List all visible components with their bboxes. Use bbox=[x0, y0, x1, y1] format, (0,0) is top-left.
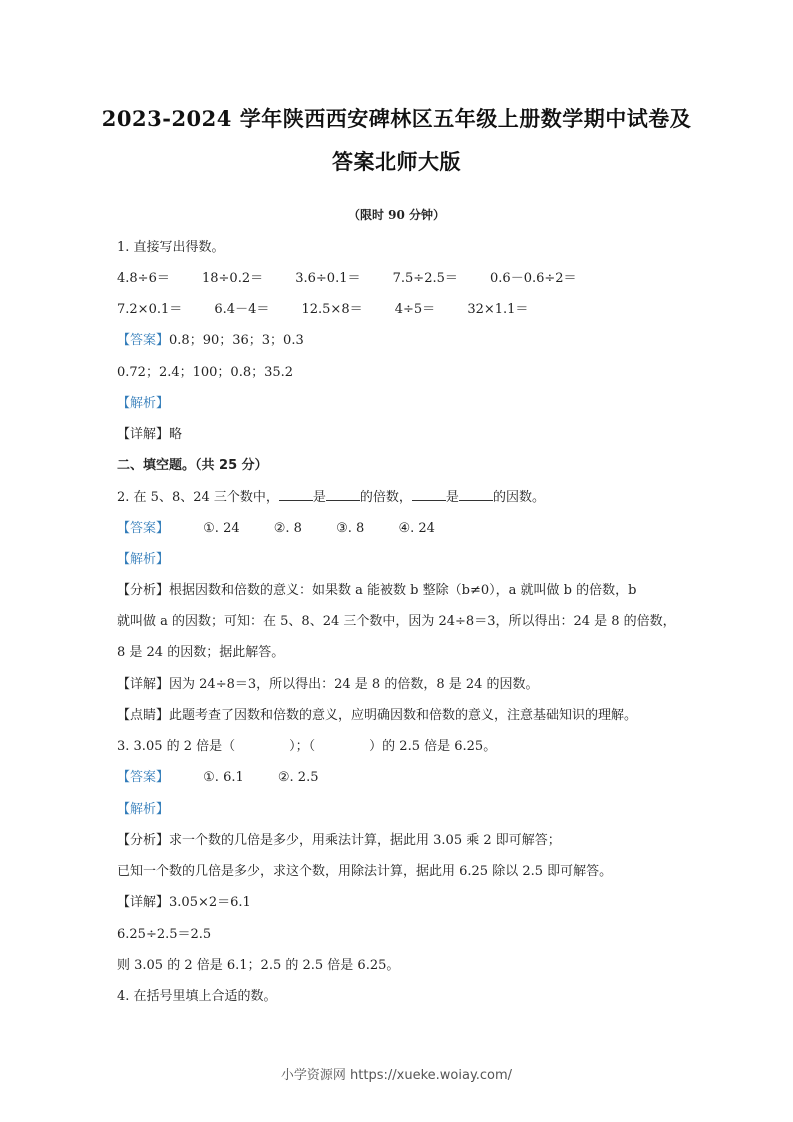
q2-stem-text: 2. 在 5、8、24 三个数中， bbox=[117, 490, 279, 505]
answer-blank bbox=[279, 488, 313, 501]
q2-analysis bbox=[117, 551, 169, 569]
explain-text: 求一个数的几倍是多少，用乘法计算，据此用 3.05 乘 2 即可解答； bbox=[169, 833, 561, 848]
answer-text: 0.8；90；36；3；0.3 bbox=[169, 333, 304, 348]
comment-text: 此题考查了因数和倍数的意义，应明确因数和倍数的意义，注意基础知识的理解。 bbox=[169, 708, 638, 723]
q1-detail bbox=[117, 426, 182, 444]
answer-label: 【答案】 bbox=[117, 333, 170, 348]
q2-stem-text: 是 bbox=[445, 490, 459, 505]
explain-label: 【分析】 bbox=[117, 833, 170, 848]
answer-blank bbox=[326, 488, 360, 501]
document-title-line1: 2023-2024 学年陕西西安碑林区五年级上册数学期中试卷及 bbox=[101, 106, 692, 131]
q1-item: 18÷0.2＝ bbox=[201, 271, 264, 286]
q3-explain-line1 bbox=[117, 832, 561, 850]
time-limit: （限时 90 分钟） bbox=[347, 208, 446, 222]
q2-stem bbox=[117, 488, 545, 507]
answer-item: ①. 24 bbox=[203, 521, 240, 536]
analysis-label: 【解析】 bbox=[117, 396, 170, 411]
q2-explain-line1 bbox=[117, 582, 636, 600]
answer-label: 【答案】 bbox=[117, 770, 170, 785]
q1-item: 4÷5＝ bbox=[394, 302, 436, 317]
q3-stem bbox=[117, 738, 496, 756]
document-title-line2: 答案北师大版 bbox=[332, 149, 461, 174]
q1-item: 6.4－4＝ bbox=[214, 302, 270, 317]
q3-stem-text: ）；（ bbox=[289, 739, 316, 754]
q1-item: 32×1.1＝ bbox=[467, 302, 529, 317]
q3-detail-line2: 6.25÷2.5＝2.5 bbox=[117, 927, 212, 942]
detail-text: 因为 24÷8＝3，所以得出：24 是 8 的倍数，8 是 24 的因数。 bbox=[169, 677, 539, 692]
detail-label: 【详解】 bbox=[117, 677, 170, 692]
q1-item: 0.6－0.6÷2＝ bbox=[490, 271, 577, 286]
q4-stem: 4. 在括号里填上合适的数。 bbox=[117, 989, 277, 1004]
q3-detail-line3: 则 3.05 的 2 倍是 6.1；2.5 的 2.5 倍是 6.25。 bbox=[117, 958, 400, 973]
q1-item: 4.8÷6＝ bbox=[117, 271, 170, 286]
answer-blank bbox=[412, 488, 446, 501]
analysis-label: 【解析】 bbox=[117, 552, 170, 567]
q2-stem-text: 的倍数， bbox=[359, 490, 412, 505]
explain-label: 【分析】 bbox=[117, 583, 170, 598]
detail-text: 3.05×2＝6.1 bbox=[169, 895, 251, 910]
q1-answer-line2: 0.72；2.4；100；0.8；35.2 bbox=[117, 365, 294, 380]
q3-detail bbox=[117, 894, 251, 912]
q3-analysis bbox=[117, 801, 169, 819]
comment-label: 【点睛】 bbox=[117, 708, 170, 723]
section-heading: 二、填空题。（共 25 分） bbox=[117, 458, 268, 473]
detail-label: 【详解】 bbox=[117, 895, 170, 910]
q3-answer bbox=[117, 769, 318, 787]
q1-row1 bbox=[117, 270, 577, 288]
answer-item: ①. 6.1 bbox=[203, 770, 244, 785]
q1-row2 bbox=[117, 301, 528, 319]
q2-stem-text: 的因数。 bbox=[492, 490, 545, 505]
q3-stem-text: 3. 3.05 的 2 倍是（ bbox=[117, 739, 236, 754]
q1-stem: 1. 直接写出得数。 bbox=[117, 240, 225, 255]
q2-answer bbox=[117, 520, 435, 538]
detail-label: 【详解】 bbox=[117, 427, 170, 442]
q1-item: 7.5÷2.5＝ bbox=[392, 271, 458, 286]
q2-detail bbox=[117, 676, 539, 694]
q1-item: 12.5×8＝ bbox=[301, 302, 363, 317]
q2-stem-text: 是 bbox=[312, 490, 326, 505]
answer-label: 【答案】 bbox=[117, 521, 170, 536]
q3-stem-text: ）的 2.5 倍是 6.25。 bbox=[369, 739, 497, 754]
answer-blank bbox=[459, 488, 493, 501]
q3-explain-line2: 已知一个数的几倍是多少，求这个数，用除法计算，据此用 6.25 除以 2.5 即可解答。 bbox=[117, 864, 613, 879]
q2-explain-line3: 8 是 24 的因数；据此解答。 bbox=[117, 645, 285, 660]
detail-text: 略 bbox=[169, 427, 183, 442]
q1-analysis bbox=[117, 395, 169, 413]
q1-item: 3.6÷0.1＝ bbox=[295, 271, 361, 286]
footer-watermark: 小学资源网 https://xueke.woiay.com/ bbox=[280, 1068, 513, 1083]
explain-text: 根据因数和倍数的意义：如果数 a 能被数 b 整除（b≠0），a 就叫做 b 的倍数，b bbox=[169, 583, 637, 598]
q2-explain-line2: 就叫做 a 的因数；可知：在 5、8、24 三个数中，因为 24÷8＝3，所以得出：24 是 8 的倍数， bbox=[117, 614, 676, 629]
answer-item: ④. 24 bbox=[398, 521, 435, 536]
analysis-label: 【解析】 bbox=[117, 802, 170, 817]
q1-item: 7.2×0.1＝ bbox=[117, 302, 183, 317]
answer-item: ②. 2.5 bbox=[277, 770, 319, 785]
q1-answer bbox=[117, 332, 304, 350]
q2-comment bbox=[117, 707, 637, 725]
answer-item: ②. 8 bbox=[273, 521, 302, 536]
answer-item: ③. 8 bbox=[336, 521, 365, 536]
